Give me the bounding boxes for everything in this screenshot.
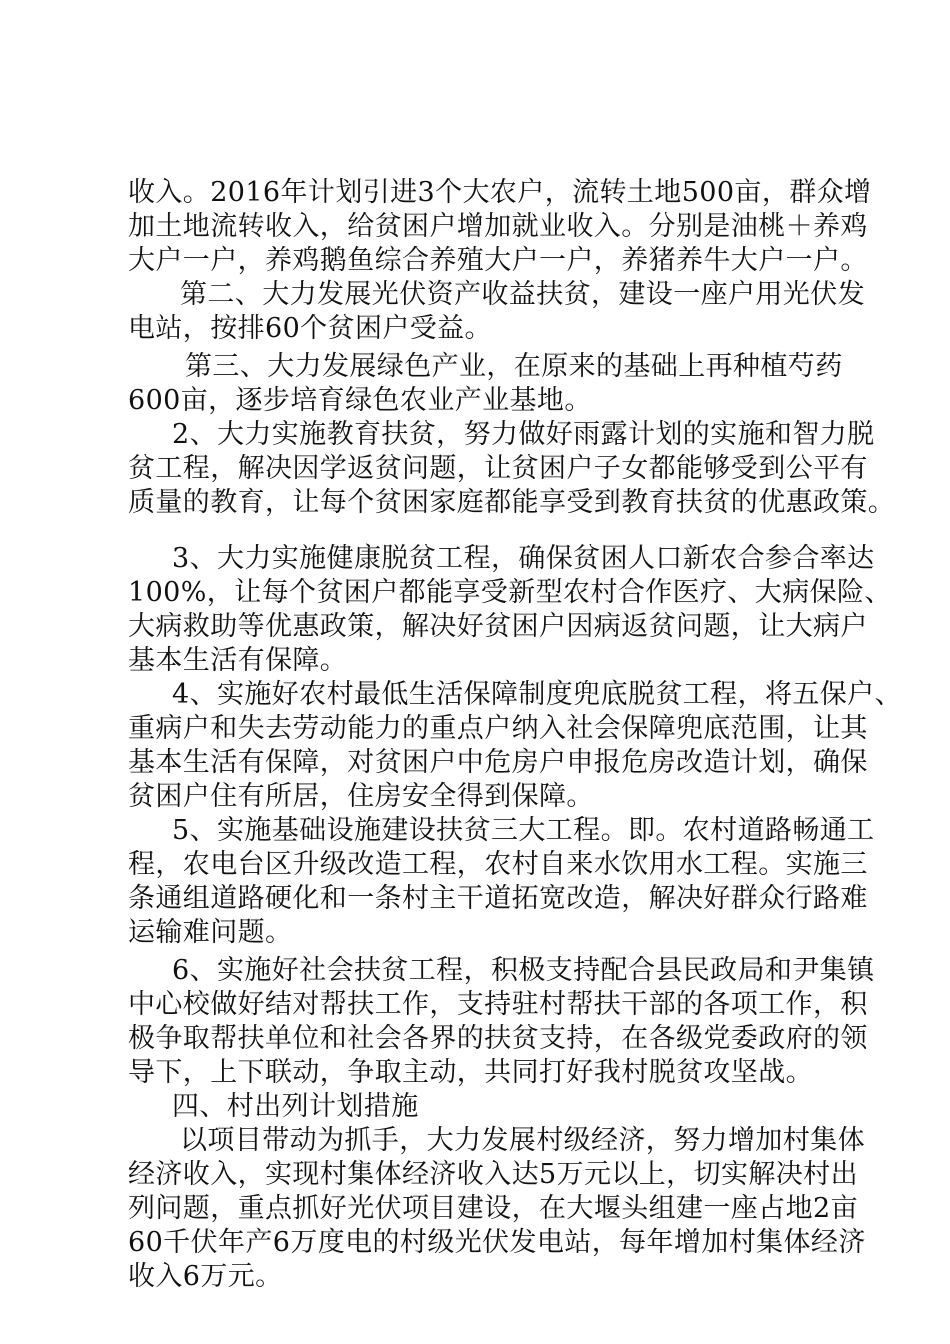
text-line: 质量的教育，让每个贫困家庭都能享受到教育扶贫的优惠政策。 bbox=[128, 487, 896, 518]
text-line: 100%，让每个贫困户都能享受新型农村合作医疗、大病保险、 bbox=[128, 577, 892, 608]
section-heading: 四、村出列计划措施 bbox=[172, 1091, 419, 1122]
text-line: 收入。2016年计划引进3个大农户，流转土地500亩，群众增 bbox=[128, 177, 872, 208]
text-line: 大病救助等优惠政策，解决好贫困户因病返贫问题，让大病户 bbox=[128, 611, 868, 642]
text-line: 第二、大力发展光伏资产收益扶贫，建设一座户用光伏发 bbox=[180, 279, 865, 310]
text-line: 电站，按排60个贫困户受益。 bbox=[128, 313, 492, 344]
text-line: 加土地流转收入，给贫困户增加就业收入。分别是油桃＋养鸡 bbox=[128, 211, 868, 242]
text-line: 导下，上下联动，争取主动，共同打好我村脱贫攻坚战。 bbox=[128, 1057, 813, 1088]
text-line: 贫困户住有所居，住房安全得到保障。 bbox=[128, 781, 594, 812]
text-line: 基本生活有保障，对贫困户中危房户申报危房改造计划，确保 bbox=[128, 747, 868, 778]
text-line: 运输难问题。 bbox=[128, 917, 293, 948]
text-line: 条通组道路硬化和一条村主干道拓宽改造，解决好群众行路难 bbox=[128, 883, 868, 914]
text-line: 以项目带动为抓手，大力发展村级经济，努力增加村集体 bbox=[180, 1125, 865, 1156]
text-line: 2、大力实施教育扶贫，努力做好雨露计划的实施和智力脱 bbox=[172, 419, 875, 450]
text-line: 极争取帮扶单位和社会各界的扶贫支持，在各级党委政府的领 bbox=[128, 1023, 868, 1054]
text-line: 收入6万元。 bbox=[128, 1261, 283, 1292]
text-line: 3、大力实施健康脱贫工程，确保贫困人口新农合参合率达 bbox=[172, 543, 875, 574]
text-line: 经济收入，实现村集体经济收入达5万元以上，切实解决村出 bbox=[128, 1159, 858, 1190]
text-line: 列问题，重点抓好光伏项目建设，在大堰头组建一座占地2亩 bbox=[128, 1193, 858, 1224]
text-line: 贫工程，解决因学返贫问题，让贫困户子女都能够受到公平有 bbox=[128, 453, 868, 484]
text-line: 基本生活有保障。 bbox=[128, 645, 348, 676]
text-line: 程，农电台区升级改造工程，农村自来水饮用水工程。实施三 bbox=[128, 849, 868, 880]
text-line: 大户一户，养鸡鹅鱼综合养殖大户一户，养猪养牛大户一户。 bbox=[128, 245, 868, 276]
text-line: 5、实施基础设施建设扶贫三大工程。即。农村道路畅通工 bbox=[172, 815, 875, 846]
text-line: 6、实施好社会扶贫工程，积极支持配合县民政局和尹集镇 bbox=[172, 955, 875, 986]
text-line: 重病户和失去劳动能力的重点户纳入社会保障兜底范围，让其 bbox=[128, 713, 868, 744]
text-line: 60千伏年产6万度电的村级光伏发电站，每年增加村集体经济 bbox=[128, 1227, 866, 1258]
text-line: 中心校做好结对帮扶工作，支持驻村帮扶干部的各项工作，积 bbox=[128, 989, 868, 1020]
text-line: 4、实施好农村最低生活保障制度兜底脱贫工程，将五保户、 bbox=[172, 679, 902, 710]
text-line: 600亩，逐步培育绿色农业产业基地。 bbox=[128, 385, 592, 416]
text-line: 第三、大力发展绿色产业，在原来的基础上再种植芍药 bbox=[185, 351, 843, 382]
